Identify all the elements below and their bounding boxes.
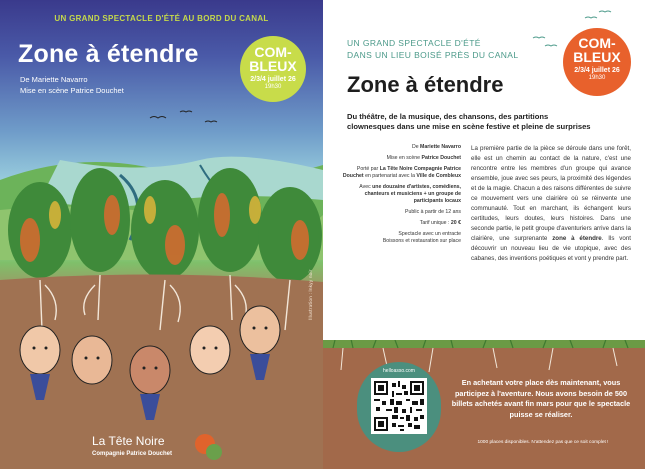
availability-note: 1000 places disponibles. N'attendez pas que ce soit complet !	[477, 440, 609, 445]
poster-badge-line1: COM-	[254, 44, 292, 60]
poster-badge-time: 19h30	[264, 84, 282, 90]
qr-bubble	[357, 362, 441, 452]
info-audience: Public à partir de 12 ans	[405, 209, 461, 215]
funding-message: En achetant votre place dès maintenant, vous participez à l'aventure. Nous avons besoin de 500 billets achetés avant fin mars pour que le spectacle puisse se réaliser.	[451, 378, 631, 419]
leaflet-subtitle: Du théâtre, de la musique, des chansons, des partitions clownesques dans une mise en scène festive et pleine de surprises	[347, 112, 591, 131]
info-catering: Boissons et restauration sur place	[382, 238, 461, 244]
info-author: De Mariette Navarro	[411, 144, 461, 150]
poster-badge	[240, 36, 306, 102]
poster-company: La Tête Noire	[92, 434, 165, 448]
poster-tagline: UN GRAND SPECTACLE D'ÉTÉ AU BORD DU CANAL	[54, 14, 269, 23]
synopsis-text: La première partie de la pièce se déroule dans une forêt, elle est un chemin au contact de la nature, c'est une rencontre entre les membres d'un groupe qui avance ensemble, joue avec ses peurs, la proximité des légendes et de la magie. Chacun a des raisons différentes de suivre ce mouvement vers une clairière où se réinvente une communauté. Tout en marchant, ils échangent leurs certitudes, leurs doutes, leurs histoires. Dans une seconde partie, le petit groupe d'aventuriers arrive dans la clairière, une surprenante zone à étendre. Ils vont découvrir un nouveau lieu de vie utopique, avec des cabanes, des inventions poétiques et vont y prendre part.	[471, 145, 631, 262]
leaflet-badge-line1: COM-	[578, 35, 616, 51]
ticket-qr-code[interactable]	[371, 378, 427, 434]
leaflet-badge-line2: BLEUX	[573, 49, 621, 65]
qr-label: helloasso.com	[383, 368, 415, 374]
poster-company-sub: Compagnie Patrice Douchet	[92, 451, 173, 457]
info-price: Tarif unique : 20 €	[419, 220, 461, 226]
leaflet-tagline-1: UN GRAND SPECTACLE D'ÉTÉ	[347, 38, 481, 48]
info-column	[337, 144, 461, 249]
leaflet-badge-dates: 2/3/4 juillet 26	[574, 67, 620, 74]
poster-illustration-credit: Illustration : Inkyy noir	[309, 269, 314, 320]
poster-title: Zone à étendre	[18, 40, 199, 68]
poster-badge-line2: BLEUX	[249, 58, 297, 74]
info-producer: Porté par La Tête Noire Compagnie Patrice Douchet en partenariat avec la Ville de Combleux	[342, 166, 461, 179]
leaflet-badge	[563, 28, 631, 96]
poster-author: De Mariette Navarro	[20, 75, 88, 84]
leaflet-badge-time: 19h30	[588, 75, 606, 81]
poster-director: Mise en scène Patrice Douchet	[20, 86, 124, 95]
info-cast: Avec une douzaine d'artistes, comédiens, chanteurs et musiciens + un groupe de participants locaux	[359, 184, 461, 204]
info-director: Mise en scène Patrice Douchet	[386, 155, 461, 161]
leaflet-tagline-2: DANS UN LIEU BOISÉ PRÈS DU CANAL	[347, 50, 519, 60]
qr-code-icon	[374, 381, 424, 431]
leaflet-back	[323, 0, 645, 469]
poster-badge-dates: 2/3/4 juillet 26	[250, 76, 296, 83]
leaflet-title: Zone à étendre	[347, 72, 504, 97]
info-entracte: Spectacle avec un entracte	[398, 231, 461, 237]
